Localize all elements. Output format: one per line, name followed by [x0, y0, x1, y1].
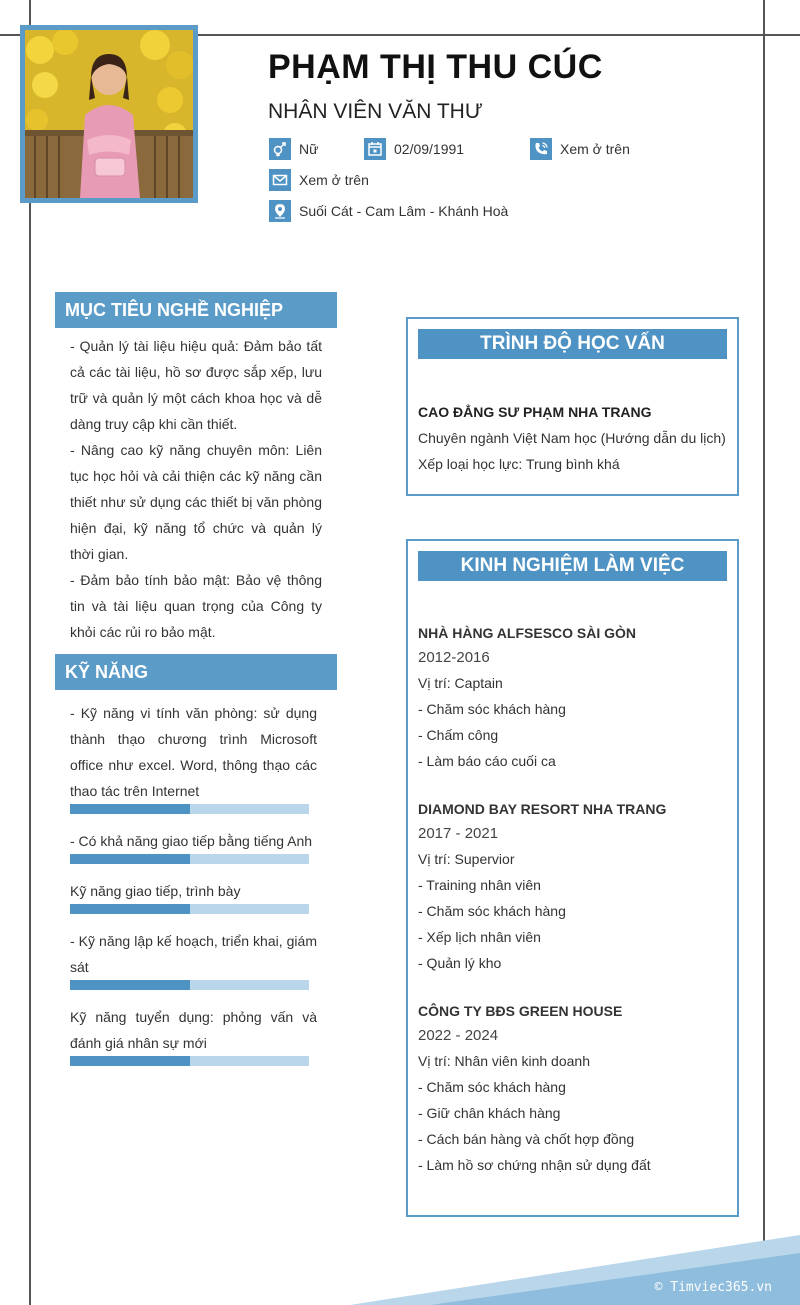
skill-text: - Có khả năng giao tiếp bằng tiếng Anh: [70, 833, 313, 849]
skill-bar: [70, 1056, 309, 1066]
skill-text: - Kỹ năng lập kế hoạch, triển khai, giám sát: [70, 933, 317, 975]
job-detail: - Cách bán hàng và chốt hợp đồng: [418, 1131, 635, 1147]
experience-list: [418, 620, 730, 1200]
frame-right-line: [763, 0, 765, 1262]
skill-text: Kỹ năng tuyển dụng: phỏng vấn và đánh giá nhân sự mới: [70, 1009, 317, 1051]
address-value: Suối Cát - Cam Lâm - Khánh Hoà: [299, 203, 509, 219]
calendar-icon: [364, 138, 386, 160]
skill-bar: [70, 980, 309, 990]
experience-section: [406, 539, 739, 1217]
phone-value: Xem ở trên: [560, 141, 630, 157]
birthday-info: [364, 138, 464, 160]
education-content: [418, 399, 726, 477]
skill-bar-fill: [70, 1056, 190, 1066]
location-icon: [269, 200, 291, 222]
phone-icon: [530, 138, 552, 160]
job-detail: - Làm báo cáo cuối ca: [418, 753, 556, 769]
job-company: DIAMOND BAY RESORT NHA TRANG: [418, 801, 667, 817]
job-period: 2022 - 2024: [418, 1027, 499, 1044]
job-period: 2017 - 2021: [418, 825, 499, 842]
phone-info: [530, 138, 630, 160]
candidate-name: PHẠM THỊ THU CÚC: [268, 48, 603, 86]
job-detail: - Xếp lịch nhân viên: [418, 929, 541, 945]
email-value: Xem ở trên: [299, 172, 369, 188]
objective-heading: MỤC TIÊU NGHỀ NGHIỆP: [55, 292, 337, 328]
job-detail: - Training nhân viên: [418, 877, 541, 893]
skill-bar: [70, 904, 309, 914]
skill-item: [70, 1004, 317, 1066]
job-detail: - Quản lý kho: [418, 955, 502, 971]
skill-item: [70, 928, 317, 990]
skill-bar: [70, 804, 309, 814]
skill-item: [70, 828, 317, 864]
skill-bar-fill: [70, 854, 190, 864]
footer-watermark: © Timviec365.vn: [654, 1280, 772, 1295]
mail-icon: [269, 169, 291, 191]
skill-text: - Kỹ năng vi tính văn phòng: sử dụng thành thạo chương trình Microsoft office như excel. Word, thông thạo các thao tác trên Internet: [70, 705, 317, 799]
job-company: CÔNG TY BĐS GREEN HOUSE: [418, 1003, 623, 1019]
birthday-value: 02/09/1991: [394, 141, 465, 157]
job-detail: - Chấm công: [418, 727, 499, 743]
job-detail: - Làm hồ sơ chứng nhận sử dụng đất: [418, 1157, 651, 1173]
email-info: [269, 169, 369, 191]
gender-info: [269, 138, 318, 160]
education-school: CAO ĐẲNG SƯ PHẠM NHA TRANG: [418, 404, 652, 420]
job-company: NHÀ HÀNG ALFSESCO SÀI GÒN: [418, 625, 637, 641]
experience-heading: KINH NGHIỆM LÀM VIỆC: [418, 551, 727, 581]
job-detail: - Chăm sóc khách hàng: [418, 903, 566, 919]
avatar: [20, 25, 198, 203]
skills-heading: KỸ NĂNG: [55, 654, 337, 690]
job-entry: [418, 796, 730, 976]
job-detail: - Chăm sóc khách hàng: [418, 1079, 566, 1095]
skill-bar-fill: [70, 980, 190, 990]
education-grade: Xếp loại học lực: Trung bình khá: [418, 456, 620, 472]
candidate-job-title: NHÂN VIÊN VĂN THƯ: [268, 100, 483, 123]
job-detail: - Giữ chân khách hàng: [418, 1105, 561, 1121]
skill-bar-fill: [70, 804, 190, 814]
gender-value: Nữ: [299, 141, 319, 157]
objective-paragraph: - Nâng cao kỹ năng chuyên môn: Liên tục học hỏi và cải thiện các kỹ năng cần thiết như sử dụng các thiết bị văn phòng hiện đại, kỹ năng tổ chức và quản lý thời gian.: [70, 442, 322, 562]
job-detail: - Chăm sóc khách hàng: [418, 701, 566, 717]
education-major: Chuyên ngành Việt Nam học (Hướng dẫn du lịch): [418, 430, 726, 446]
job-entry: [418, 620, 730, 774]
skill-item: [70, 878, 317, 914]
address-info: [269, 200, 508, 222]
objective-paragraph: - Quản lý tài liệu hiệu quả: Đảm bảo tất cả các tài liệu, hồ sơ được sắp xếp, lưu trữ và quản lý một cách khoa học và dễ dàng truy cập khi cần thiết.: [70, 338, 322, 432]
skill-bar-fill: [70, 904, 190, 914]
job-detail: Vị trí: Nhân viên kinh doanh: [418, 1053, 590, 1069]
skill-text: Kỹ năng giao tiếp, trình bày: [70, 883, 241, 899]
avatar-photo: [25, 30, 193, 198]
skills-list: [70, 700, 317, 1080]
objective-paragraph: - Đảm bảo tính bảo mật: Bảo vệ thông tin và tài liệu quan trọng của Công ty khỏi các rủi ro bảo mật.: [70, 572, 322, 640]
job-detail: Vị trí: Supervior: [418, 851, 515, 867]
job-period: 2012-2016: [418, 649, 490, 666]
objective-text: [70, 333, 322, 645]
skill-item: [70, 700, 317, 814]
job-entry: [418, 998, 730, 1178]
education-section: [406, 317, 739, 496]
education-heading: TRÌNH ĐỘ HỌC VẤN: [418, 329, 727, 359]
skill-bar: [70, 854, 309, 864]
job-detail: Vị trí: Captain: [418, 675, 503, 691]
gender-icon: [269, 138, 291, 160]
